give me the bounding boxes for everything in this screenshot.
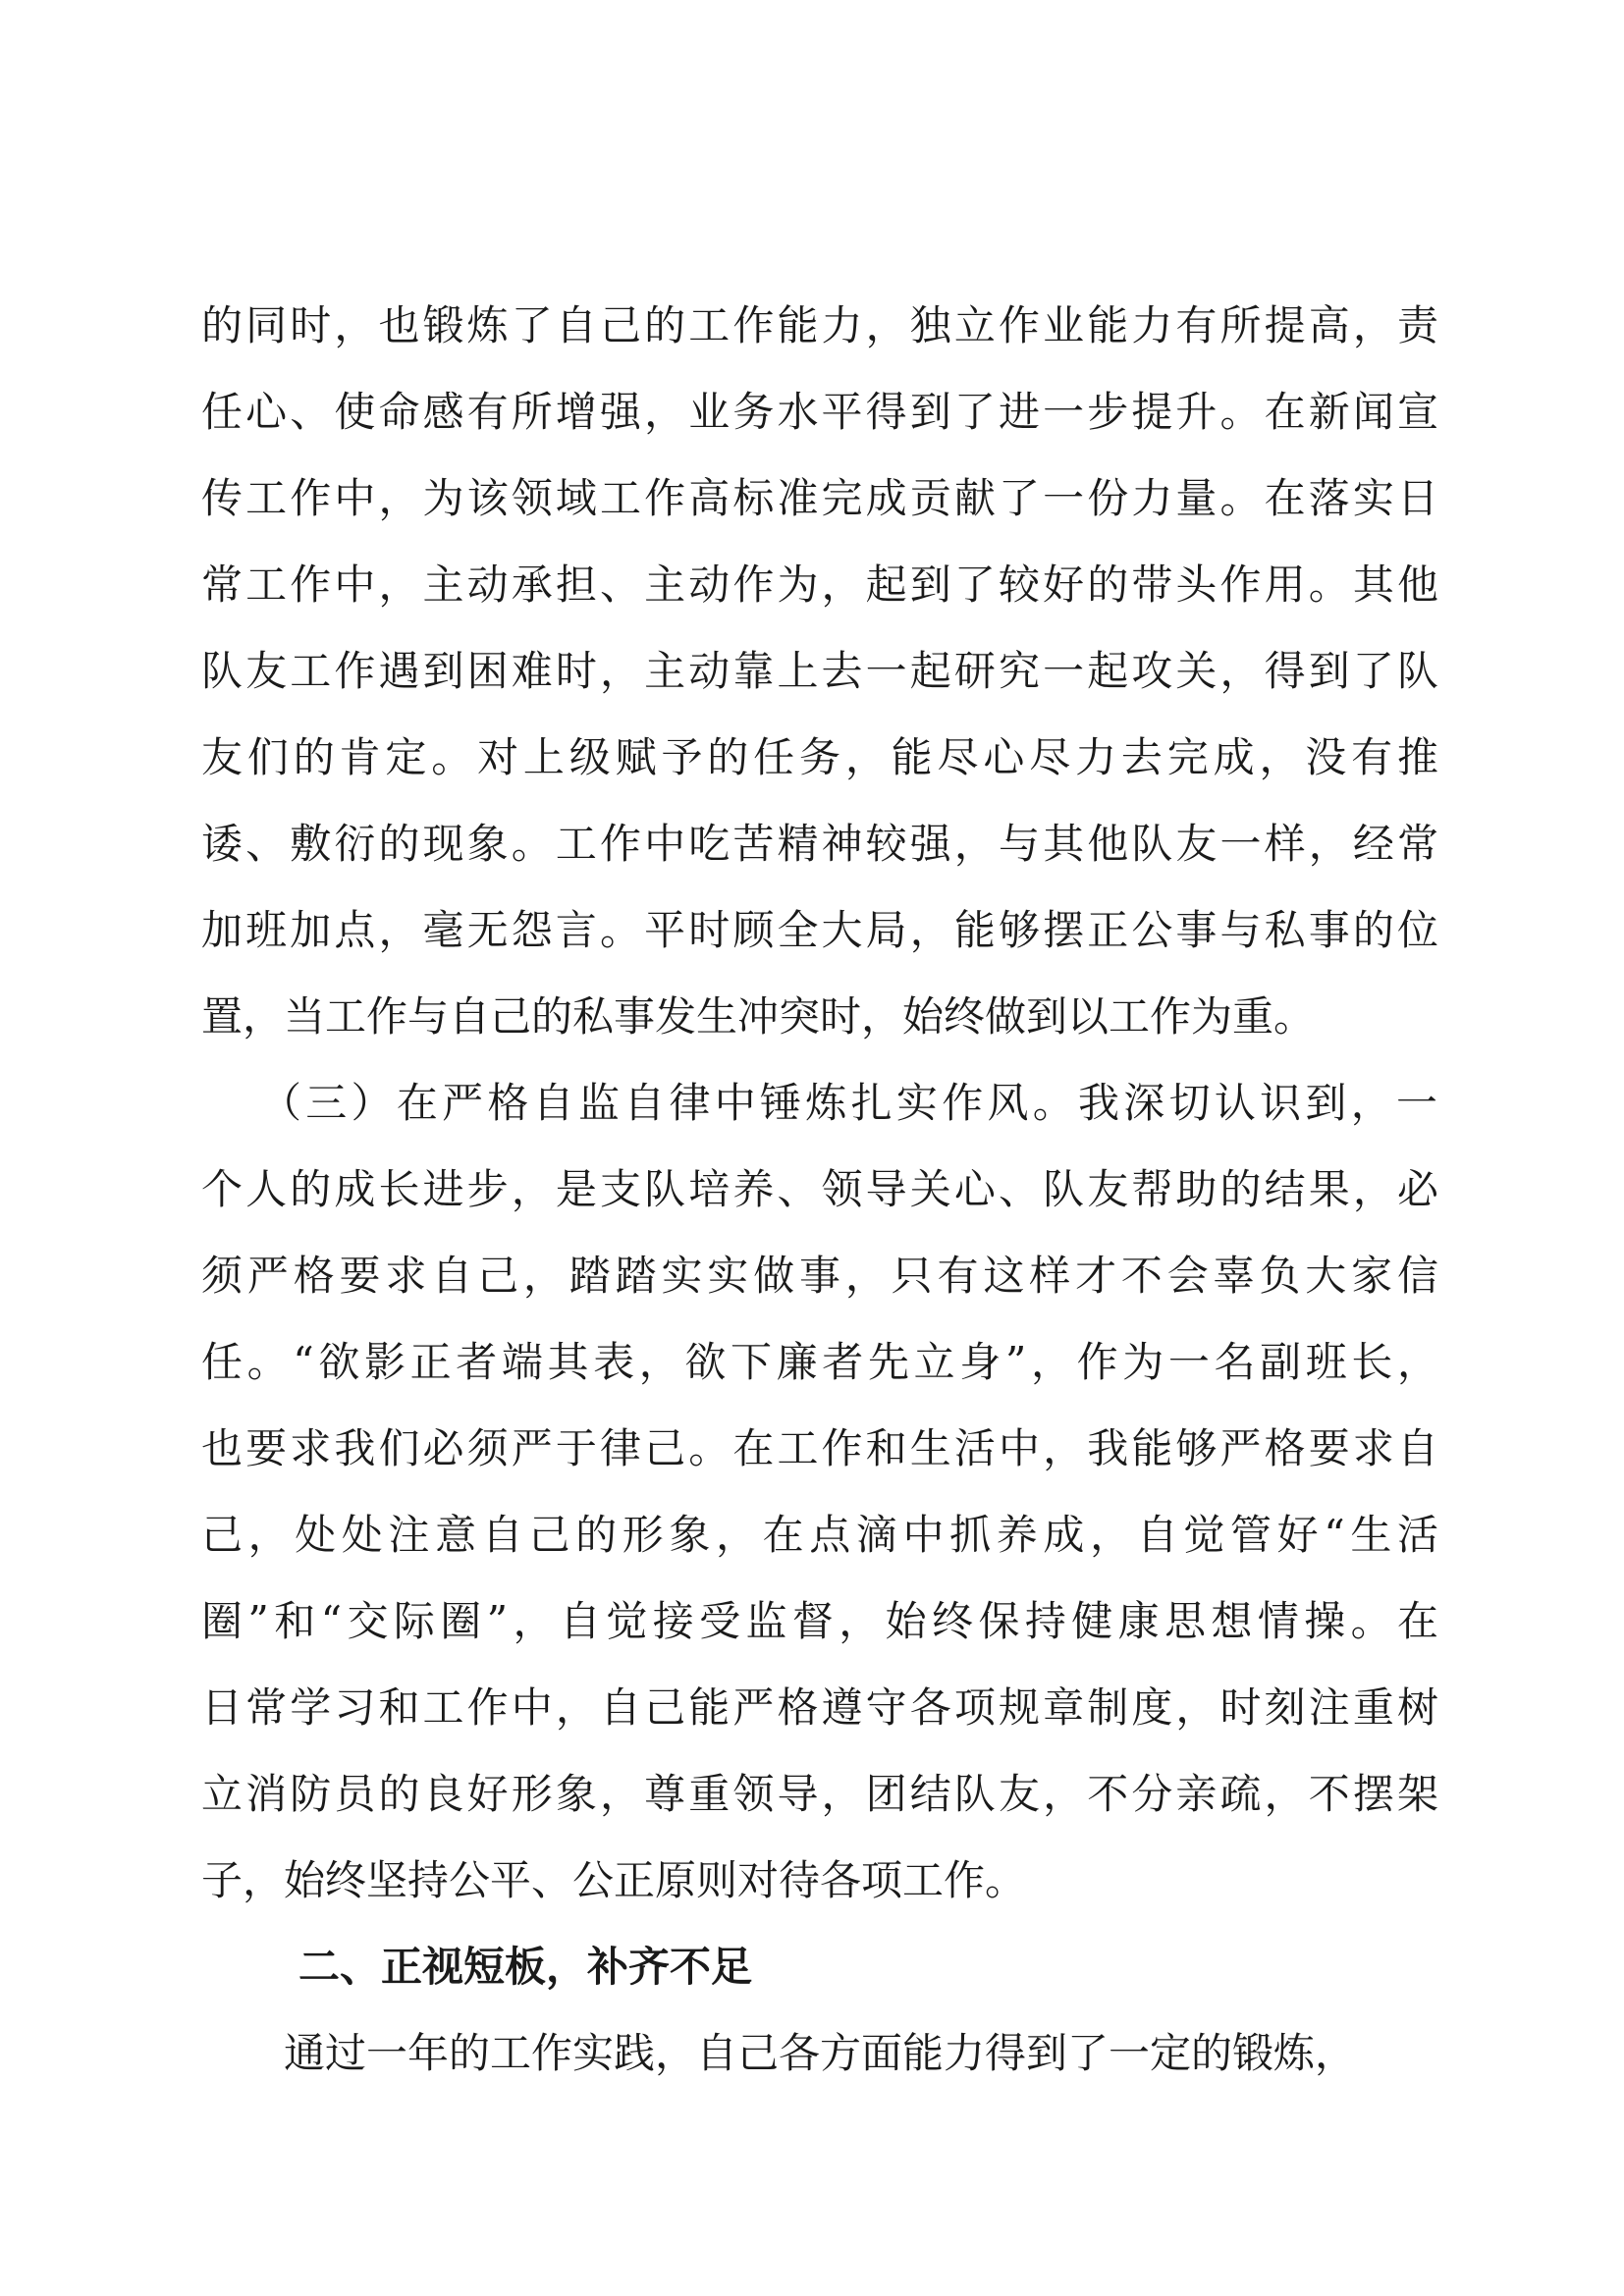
paragraph-line: 队友工作遇到困难时，主动靠上去一起研究一起攻关，得到了队 <box>201 647 1438 695</box>
paragraph-line: 传工作中，为该领域工作高标准完成贡献了一份力量。在落实日 <box>201 474 1438 522</box>
paragraph-line: 也要求我们必须严于律己。在工作和生活中，我能够严格要求自 <box>201 1424 1438 1472</box>
paragraph-line: 常工作中，主动承担、主动作为，起到了较好的带头作用。其他 <box>201 561 1438 609</box>
paragraph-line: 己，处处注意自己的形象，在点滴中抓养成，自觉管好“生活 <box>201 1511 1438 1559</box>
paragraph-line: 圈”和“交际圈”，自觉接受监督，始终保持健康思想情操。在 <box>201 1597 1438 1645</box>
paragraph-line: 子，始终坚持公平、公正原则对待各项工作。 <box>201 1856 1027 1904</box>
paragraph-line: 个人的成长进步，是支队培养、领导关心、队友帮助的结果，必 <box>201 1165 1438 1213</box>
paragraph-line: 的同时，也锻炼了自己的工作能力，独立作业能力有所提高，责 <box>201 301 1438 349</box>
paragraph-line: 任心、使命感有所增强，业务水平得到了进一步提升。在新闻宣 <box>201 388 1438 436</box>
subsection-title-line: （三）在严格自监自律中锤炼扎实作风。我深切认识到，一 <box>260 1079 1438 1127</box>
paragraph-line: 任。“欲影正者端其表，欲下廉者先立身”，作为一名副班长， <box>201 1338 1438 1386</box>
paragraph-line: 诿、敷衍的现象。工作中吃苦精神较强，与其他队友一样，经常 <box>201 820 1438 868</box>
paragraph-line: 立消防员的良好形象，尊重领导，团结队友，不分亲疏，不摆架 <box>201 1770 1438 1818</box>
paragraph-line: 须严格要求自己，踏踏实实做事，只有这样才不会辜负大家信 <box>201 1252 1438 1300</box>
paragraph-line: 通过一年的工作实践，自己各方面能力得到了一定的锻炼， <box>284 2029 1357 2077</box>
paragraph-line: 友们的肯定。对上级赋予的任务，能尽心尽力去完成，没有推 <box>201 733 1438 781</box>
section-heading: 二、正视短板，补齐不足 <box>298 1943 753 1991</box>
paragraph-line: 日常学习和工作中，自己能严格遵守各项规章制度，时刻注重树 <box>201 1683 1438 1732</box>
paragraph-line: 置，当工作与自己的私事发生冲突时，始终做到以工作为重。 <box>201 992 1316 1041</box>
paragraph-line: 加班加点，毫无怨言。平时顾全大局，能够摆正公事与私事的位 <box>201 906 1438 954</box>
